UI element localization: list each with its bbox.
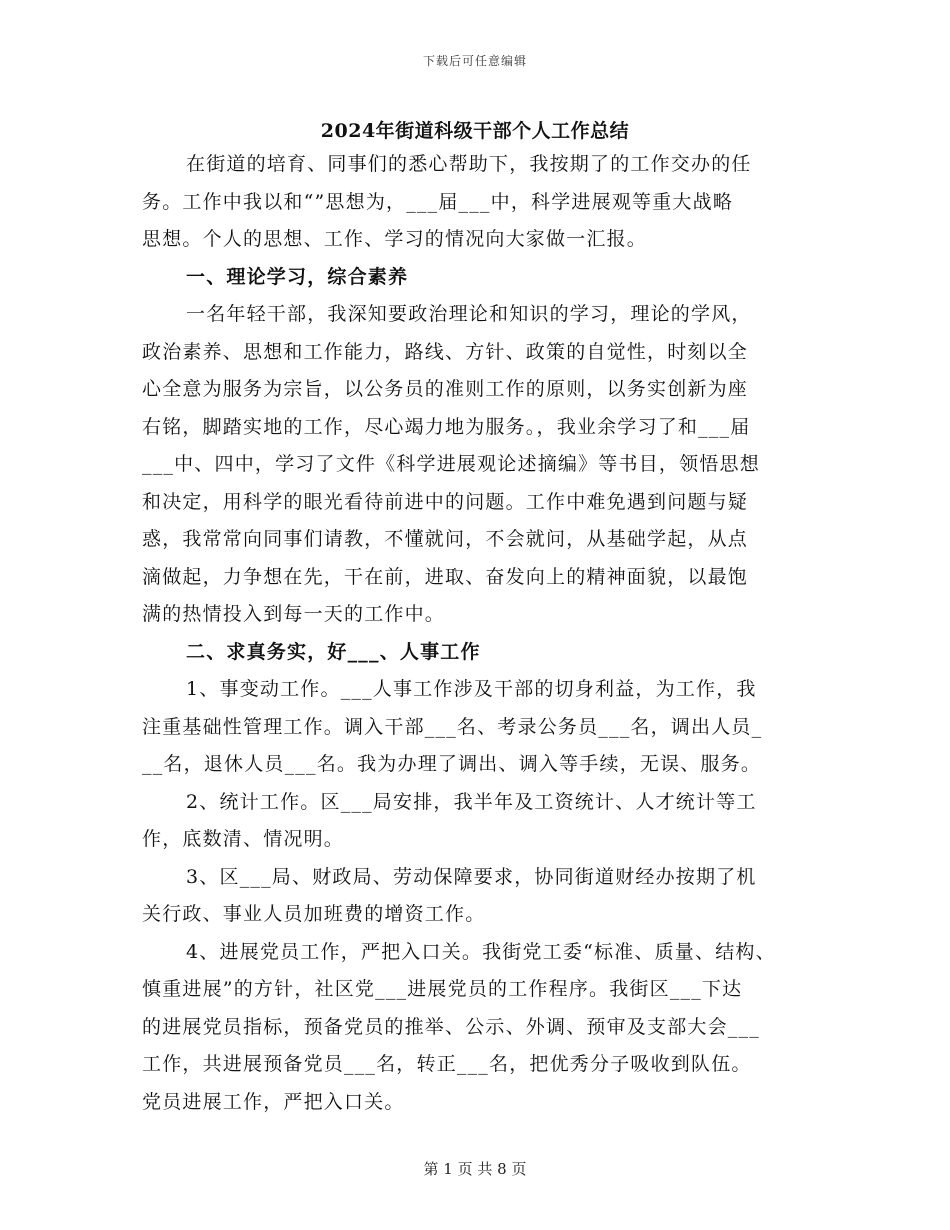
paragraph-line: 工作，共进展预备党员___名，转正___名，把优秀分子吸收到队伍。 — [142, 1053, 752, 1075]
paragraph-line: 滴做起，力争想在先，干在前，进取、奋发向上的精神面貌，以最饱 — [142, 565, 749, 588]
paragraph-line: 惑，我常常向同事们请教，不懂就问，不会就问，从基础学起，从点 — [142, 528, 749, 550]
paragraph-line: 关行政、事业人员加班费的增资工作。 — [142, 903, 486, 925]
paragraph-line: 党员进展工作，严把入口关。 — [142, 1090, 405, 1113]
paragraph-line: 心全意为服务为宗旨，以公务员的准则工作的原则，以务实创新为座 — [142, 378, 749, 400]
document-title: 2024年街道科级干部个人工作总结 — [320, 120, 630, 142]
header-note: 下载后可任意编辑 — [422, 54, 527, 68]
paragraph-line: 4、进展党员工作，严把入口关。我街党工委“标准、质量、结构、 — [186, 940, 776, 963]
paragraph-line: 2、统计工作。区___局安排，我半年及工资统计、人才统计等工 — [186, 790, 757, 813]
paragraph-line: 在街道的培育、同事们的悉心帮助下，我按期了的工作交办的任 — [186, 153, 752, 175]
document-body — [142, 146, 832, 1121]
paragraph-line: 务。工作中我以和“”思想为，___届___中，科学进展观等重大战略 — [142, 190, 734, 213]
paragraph-line: 3、区___局、财政局、劳动保障要求，协同街道财经办按期了机 — [186, 865, 757, 888]
paragraph-line: 注重基础性管理工作。调入干部___名、考录公务员___名，调出人员_ — [142, 715, 763, 738]
paragraph-line: 作，底数清、情况明。 — [142, 828, 345, 850]
paragraph-line: 慎重进展”的方针，社区党___进展党员的工作程序。我街区___下达 — [142, 978, 743, 1000]
paragraph-line: 思想。个人的思想、工作、学习的情况向大家做一汇报。 — [142, 228, 648, 250]
paragraph-line: 满的热情投入到每一天的工作中。 — [142, 603, 446, 625]
paragraph-line: 的进展党员指标，预备党员的推举、公示、外调、预审及支部大会___ — [142, 1015, 760, 1038]
section-heading: 二、求真务实，好___、人事工作 — [186, 640, 481, 663]
paragraph-line: 右铭，脚踏实地的工作，尽心竭力地为服务。，我业余学习了和___届 — [142, 415, 751, 438]
paragraph-line: ___中、四中，学习了文件《科学进展观论述摘编》等书目，领悟思想 — [142, 453, 760, 475]
section-heading: 一、理论学习，综合素养 — [186, 265, 409, 288]
paragraph-line: 政治素养、思想和工作能力，路线、方针、政策的自觉性，时刻以全 — [142, 340, 749, 363]
page-number-footer: 第 1 页 共 8 页 — [423, 1160, 527, 1178]
paragraph-line: 一名年轻干部，我深知要政治理论和知识的学习，理论的学风， — [186, 303, 752, 325]
paragraph-line: 和决定，用科学的眼光看待前进中的问题。工作中难免遇到问题与疑 — [142, 490, 749, 513]
paragraph-line: __名，退休人员___名。我为办理了调出、调入等手续，无误、服务。 — [142, 753, 762, 775]
paragraph-line: 1、事变动工作。___人事工作涉及干部的切身利益，为工作，我 — [186, 678, 757, 700]
